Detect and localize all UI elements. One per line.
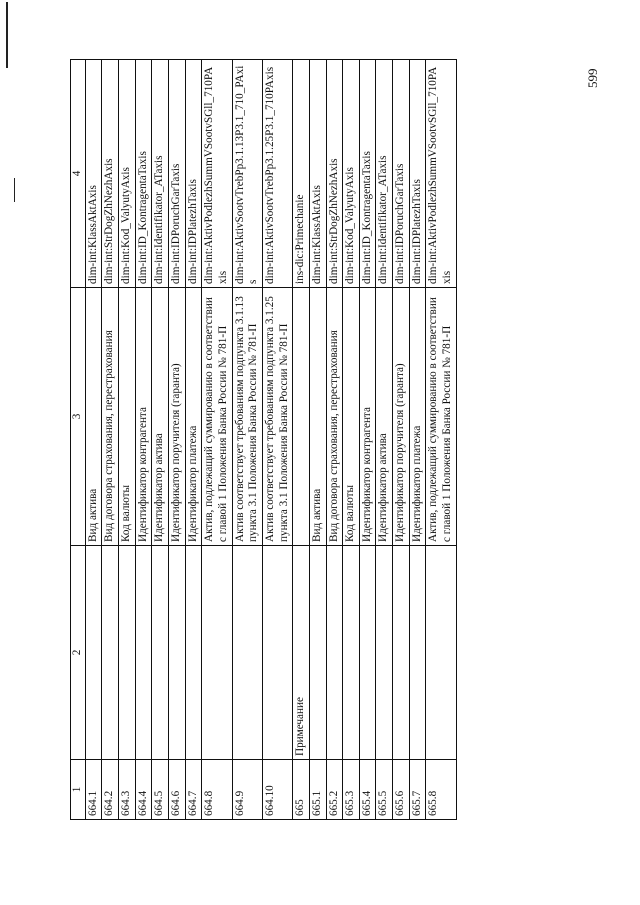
row-name-cell — [393, 546, 410, 760]
row-name-cell — [309, 546, 326, 760]
row-code-cell: 664.10 — [262, 760, 292, 820]
row-name-cell — [168, 546, 185, 760]
row-dimension-cell: dim-int:Identifikator_ATaxis — [152, 60, 169, 288]
row-dimension-cell: dim-int:AktivPodlezhSummVSootvSGll_710PAxis — [426, 60, 456, 288]
row-code-cell: 664.8 — [202, 760, 232, 820]
row-label-cell: Идентификатор поручителя (гаранта) — [168, 288, 185, 546]
row-dimension-cell: ins-dic:Primechanie — [293, 60, 310, 288]
header-cell-3: 3 — [71, 288, 86, 546]
table-row — [262, 60, 292, 820]
table-row — [309, 60, 326, 820]
table-row — [293, 60, 310, 820]
row-dimension-cell: dim-int:KlassAktAxis — [309, 60, 326, 288]
table-row — [376, 60, 393, 820]
row-label-cell: Актив, подлежащий суммированию в соответствии с главой 1 Положения Банка России № 781-П — [202, 288, 232, 546]
row-code-cell: 664.1 — [85, 760, 102, 820]
row-code-cell: 665.4 — [359, 760, 376, 820]
table-row — [135, 60, 152, 820]
row-dimension-cell: dim-int:AktivSootvTrebPp3.1.25P3.1_710PAxis — [262, 60, 292, 288]
row-dimension-cell: dim-int:ID_KontragentaTaxis — [359, 60, 376, 288]
row-label-cell: Вид договора страхования, перестрахования — [326, 288, 343, 546]
row-dimension-cell: dim-int:Kod_ValyutyAxis — [118, 60, 135, 288]
row-name-cell — [185, 546, 202, 760]
row-name-cell — [102, 546, 119, 760]
row-dimension-cell: dim-int:IDPlatezhTaxis — [185, 60, 202, 288]
page-number: 599 — [585, 68, 600, 88]
row-code-cell: 664.9 — [232, 760, 262, 820]
row-code-cell: 665.5 — [376, 760, 393, 820]
data-table — [70, 59, 457, 820]
header-cell-4: 4 — [71, 60, 86, 288]
row-dimension-cell: dim-int:KlassAktAxis — [85, 60, 102, 288]
row-code-cell: 665.1 — [309, 760, 326, 820]
row-label-cell: Актив соответствует требованиям подпункта 3.1.13 пункта 3.1 Положения Банка России № 781-П — [232, 288, 262, 546]
row-label-cell: Актив, подлежащий суммированию в соответствии с главой 1 Положения Банка России № 781-П — [426, 288, 456, 546]
row-dimension-cell: dim-int:Kod_ValyutyAxis — [343, 60, 360, 288]
table-row — [359, 60, 376, 820]
row-label-cell: Идентификатор платежа — [185, 288, 202, 546]
header-cell-1: 1 — [71, 760, 86, 820]
row-label-cell: Идентификатор платежа — [409, 288, 426, 546]
row-name-cell — [202, 546, 232, 760]
margin-mark-middle — [14, 178, 15, 202]
row-name-cell — [232, 546, 262, 760]
row-label-cell: Вид актива — [309, 288, 326, 546]
row-label-cell: Идентификатор поручителя (гаранта) — [393, 288, 410, 546]
header-cell-2: 2 — [71, 546, 86, 760]
table-row — [185, 60, 202, 820]
row-code-cell: 664.3 — [118, 760, 135, 820]
table-row — [118, 60, 135, 820]
row-name-cell — [343, 546, 360, 760]
row-label-cell: Идентификатор контрагента — [135, 288, 152, 546]
table-row — [393, 60, 410, 820]
row-dimension-cell: dim-int:IDPlatezhTaxis — [409, 60, 426, 288]
row-code-cell: 664.5 — [152, 760, 169, 820]
row-name-cell — [359, 546, 376, 760]
row-label-cell: Вид актива — [85, 288, 102, 546]
table-header-row — [71, 60, 86, 820]
row-label-cell: Код валюты — [343, 288, 360, 546]
row-dimension-cell: dim-int:IDPoruchGarTaxis — [393, 60, 410, 288]
row-label-cell: Код валюты — [118, 288, 135, 546]
rotated-table-container — [70, 60, 510, 820]
row-name-cell — [426, 546, 456, 760]
row-code-cell: 665.2 — [326, 760, 343, 820]
row-dimension-cell: dim-int:StrDogZhNezhAxis — [102, 60, 119, 288]
row-code-cell: 665 — [293, 760, 310, 820]
row-code-cell: 664.4 — [135, 760, 152, 820]
margin-mark-top — [6, 2, 8, 68]
row-name-cell: Примечание — [293, 546, 310, 760]
row-name-cell — [135, 546, 152, 760]
table-row — [168, 60, 185, 820]
row-dimension-cell: dim-int:Identifikator_ATaxis — [376, 60, 393, 288]
row-label-cell — [293, 288, 310, 546]
row-name-cell — [152, 546, 169, 760]
row-dimension-cell: dim-int:AktivPodlezhSummVSootvSGll_710PAxis — [202, 60, 232, 288]
row-label-cell: Вид договора страхования, перестрахования — [102, 288, 119, 546]
row-name-cell — [85, 546, 102, 760]
row-code-cell: 664.2 — [102, 760, 119, 820]
row-label-cell: Актив соответствует требованиям подпункта 3.1.25 пункта 3.1 Положения Банка России № 781-П — [262, 288, 292, 546]
row-code-cell: 665.7 — [409, 760, 426, 820]
row-code-cell: 665.6 — [393, 760, 410, 820]
row-code-cell: 665.3 — [343, 760, 360, 820]
row-label-cell: Идентификатор актива — [376, 288, 393, 546]
row-name-cell — [262, 546, 292, 760]
row-code-cell: 664.7 — [185, 760, 202, 820]
row-name-cell — [118, 546, 135, 760]
table-row — [85, 60, 102, 820]
table-row — [152, 60, 169, 820]
row-dimension-cell: dim-int:IDPoruchGarTaxis — [168, 60, 185, 288]
row-label-cell: Идентификатор актива — [152, 288, 169, 546]
table-row — [343, 60, 360, 820]
row-name-cell — [376, 546, 393, 760]
row-name-cell — [326, 546, 343, 760]
table-row — [102, 60, 119, 820]
row-name-cell — [409, 546, 426, 760]
row-code-cell: 664.6 — [168, 760, 185, 820]
row-code-cell: 665.8 — [426, 760, 456, 820]
row-label-cell: Идентификатор контрагента — [359, 288, 376, 546]
row-dimension-cell: dim-int:AktivSootvTrebPp3.1.13P3.1_710_PAxis — [232, 60, 262, 288]
row-dimension-cell: dim-int:StrDogZhNezhAxis — [326, 60, 343, 288]
table-row — [232, 60, 262, 820]
row-dimension-cell: dim-int:ID_KontragentaTaxis — [135, 60, 152, 288]
table-row — [202, 60, 232, 820]
table-row — [426, 60, 456, 820]
table-row — [409, 60, 426, 820]
table-row — [326, 60, 343, 820]
